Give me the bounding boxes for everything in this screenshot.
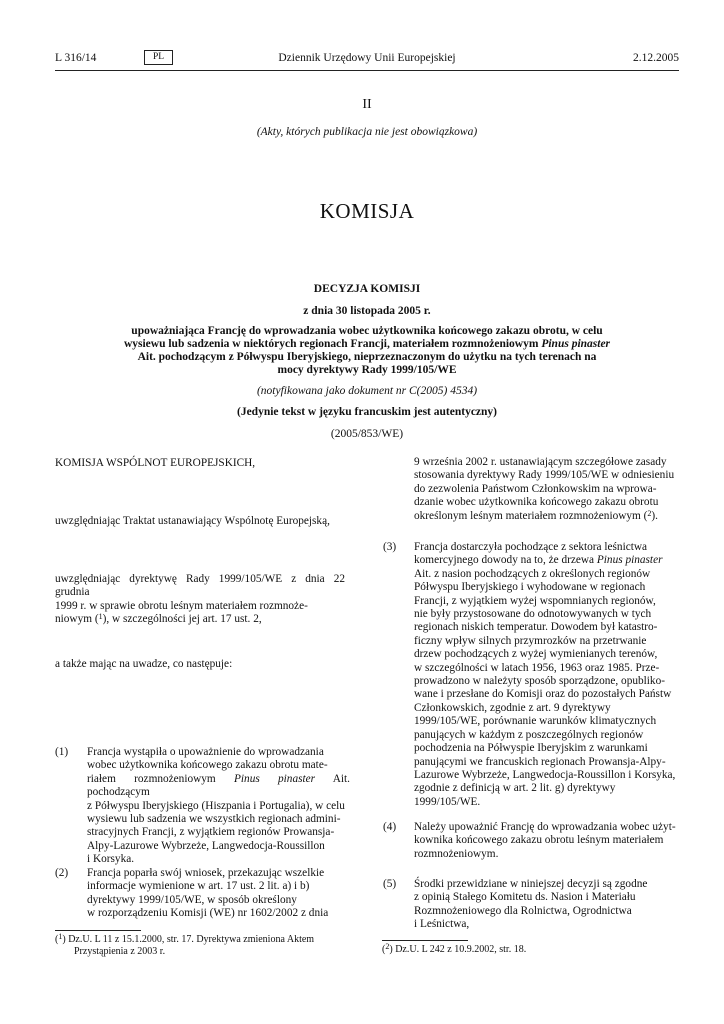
recital-number: (4) <box>383 821 397 833</box>
subject-line: Ait. pochodzącym z Półwyspu Iberyjskiego, nieprzeznaczonym do użytku na tych terenach na <box>137 351 597 363</box>
whereas-intro: a także mając na uwadze, co następuje: <box>55 658 233 670</box>
footnote-ref[interactable]: 1 <box>98 612 103 622</box>
preamble: KOMISJA WSPÓLNOT EUROPEJSKICH, <box>55 457 256 469</box>
language-badge: PL <box>144 50 173 65</box>
species-name: Pinus pinaster <box>541 338 611 350</box>
recital-number: (3) <box>383 541 397 553</box>
recital-5: Środki przewidziane w niniejszej decyzji są zgodne z opinią Stałego Komitetu ds. Nasion i Materiału Rozmnożeniowego dla Rolnictwa, Ogrodnictwa i Leśnictwa, <box>414 878 648 931</box>
decision-date: z dnia 30 listopada 2005 r. <box>303 305 431 317</box>
footnote-2: ($^2$) Dz.U. L 242 z 10.9.2002, str. 18. <box>382 942 527 955</box>
citation-treaty: uwzględniając Traktat ustanawiający Wspólnotę Europejską, <box>55 515 330 527</box>
subject-line: wysiewu lub sadzenia w niektórych regionach Francji, materiałem rozmnożeniowym Pinus pinaster <box>123 338 611 350</box>
subject-line: mocy dyrektywy Rady 1999/105/WE <box>277 364 457 376</box>
recital-1: Francja wystąpiła o upoważnienie do wprowadzania wobec użytkownika końcowego zakazu obrotu mate- riałem rozmnożeniowym Pinus pinaster Ait. pochodzącym z Półwyspu Iberyjskiego (Hiszpania i Portugalia), w celu wysiewu lub sadzenia we wszystkich regionach admini- stracyjnych Francji, z wyjątkiem regionów Prowansja- Alpy-Lazurowe Wybrzeże, Langwedocja-Roussillon i Korsyka. <box>87 746 350 866</box>
footnote-rule <box>382 940 468 941</box>
footnote-ref[interactable]: 2 <box>647 508 652 518</box>
decision-reference: (2005/853/WE) <box>330 428 404 440</box>
recital-3: Francja dostarczyła pochodzące z sektora leśnictwa komercyjnego dowody na to, że drzewa Pinus pinaster Ait. z nasion pochodzących z określonych regionów Półwyspu Iberyjskiego i wyhodowane w regionach Francji, z wyjątkiem wyżej wspomnianych regionów, nie były przystosowane do odnotowywanych w tych regionach niskich temperatur. Dowodem był katastro- ficzny wpływ silnych przymrozków na przetrwanie drzew pochodzących z wyżej wymienianych terenów, w szczególności w latach 1956, 1963 oraz 1985. Prze- prowadzono w należyty sposób sporządzone, opubliko- wane i przesłane do Komisji oraz do pozostałych Państw Członkowskich, zgodnie z art. 9 dyrektywy 1999/105/WE, porównanie warunków klimatycznych panujących w każdym z poszczególnych regionów pochodzenia na Półwyspie Iberyjskim z warunkami panującymi we francuskich regionach Prowansja-Alpy- Lazurowe Wybrzeże, Langwedocja-Roussillon i Korsyka, zgodnie z definicją w art. 2 lit. g) dyrektywy 1999/105/WE. <box>414 541 676 808</box>
footnote-rule <box>55 930 141 931</box>
header-rule <box>55 70 679 71</box>
decision-title: DECYZJA KOMISJI <box>313 283 421 295</box>
recital-number: (1) <box>55 746 69 758</box>
authentic-language-note: (Jedynie tekst w języku francuskim jest autentyczny) <box>237 406 497 418</box>
recital-2-continued: 9 września 2002 r. ustanawiającym szczegółowe zasady stosowania dyrektywy Rady 1999/105/WE w odniesieniu do zezwolenia Państwom Członkowskim na wprowa- dzanie wobec użytkownika końcowego zakazu obrotu określonym leśnym materiałem rozmnożeniowym ($^2$). <box>414 456 675 522</box>
recital-number: (5) <box>383 878 397 890</box>
footnote-1: ($^1$) Dz.U. L 11 z 15.1.2000, str. 17. Dyrektywa zmieniona Aktem Przystąpienia z 2003 r. <box>55 932 315 957</box>
publication-date: 2.12.2005 <box>633 52 679 64</box>
species-name: Pinus pinaster <box>596 554 663 567</box>
institution-name: KOMISJA <box>319 199 415 223</box>
citation-directive: uwzględniając dyrektywę Rady 1999/105/WE z dnia 22 grudnia 1999 r. w sprawie obrotu leśnym materiałem rozmnoże- niowym ($^1$), w szczególności jej art. 17 ust. 2, <box>55 573 345 626</box>
decision-subject <box>55 325 679 377</box>
section-subtitle: (Akty, których publikacja nie jest obowiązkowa) <box>256 126 478 138</box>
recital-2: Francja poparła swój wniosek, przekazując wszelkie informacje wymienione w art. 17 ust. 2 lit. a) i b) dyrektywy 1999/105/WE, w sposób określony w rozporządzeniu Komisji (WE) nr 1602/2002 z dnia <box>87 867 329 920</box>
subject-line: upoważniająca Francję do wprowadzania wobec użytkownika końcowego zakazu obrotu, w celu <box>131 325 603 337</box>
section-numeral: II <box>362 97 372 112</box>
recital-number: (2) <box>55 867 69 879</box>
species-name: Pinus pinaster <box>234 772 316 785</box>
page-reference: L 316/14 <box>55 52 97 64</box>
recital-4: Należy upoważnić Francję do wprowadzania wobec użyt- kownika końcowego zakazu obrotu leśnym materiałem rozmnożeniowym. <box>414 821 676 860</box>
journal-title: Dziennik Urzędowy Unii Europejskiej <box>278 52 456 64</box>
notification-note: (notyfikowana jako dokument nr C(2005) 4534) <box>256 385 478 397</box>
